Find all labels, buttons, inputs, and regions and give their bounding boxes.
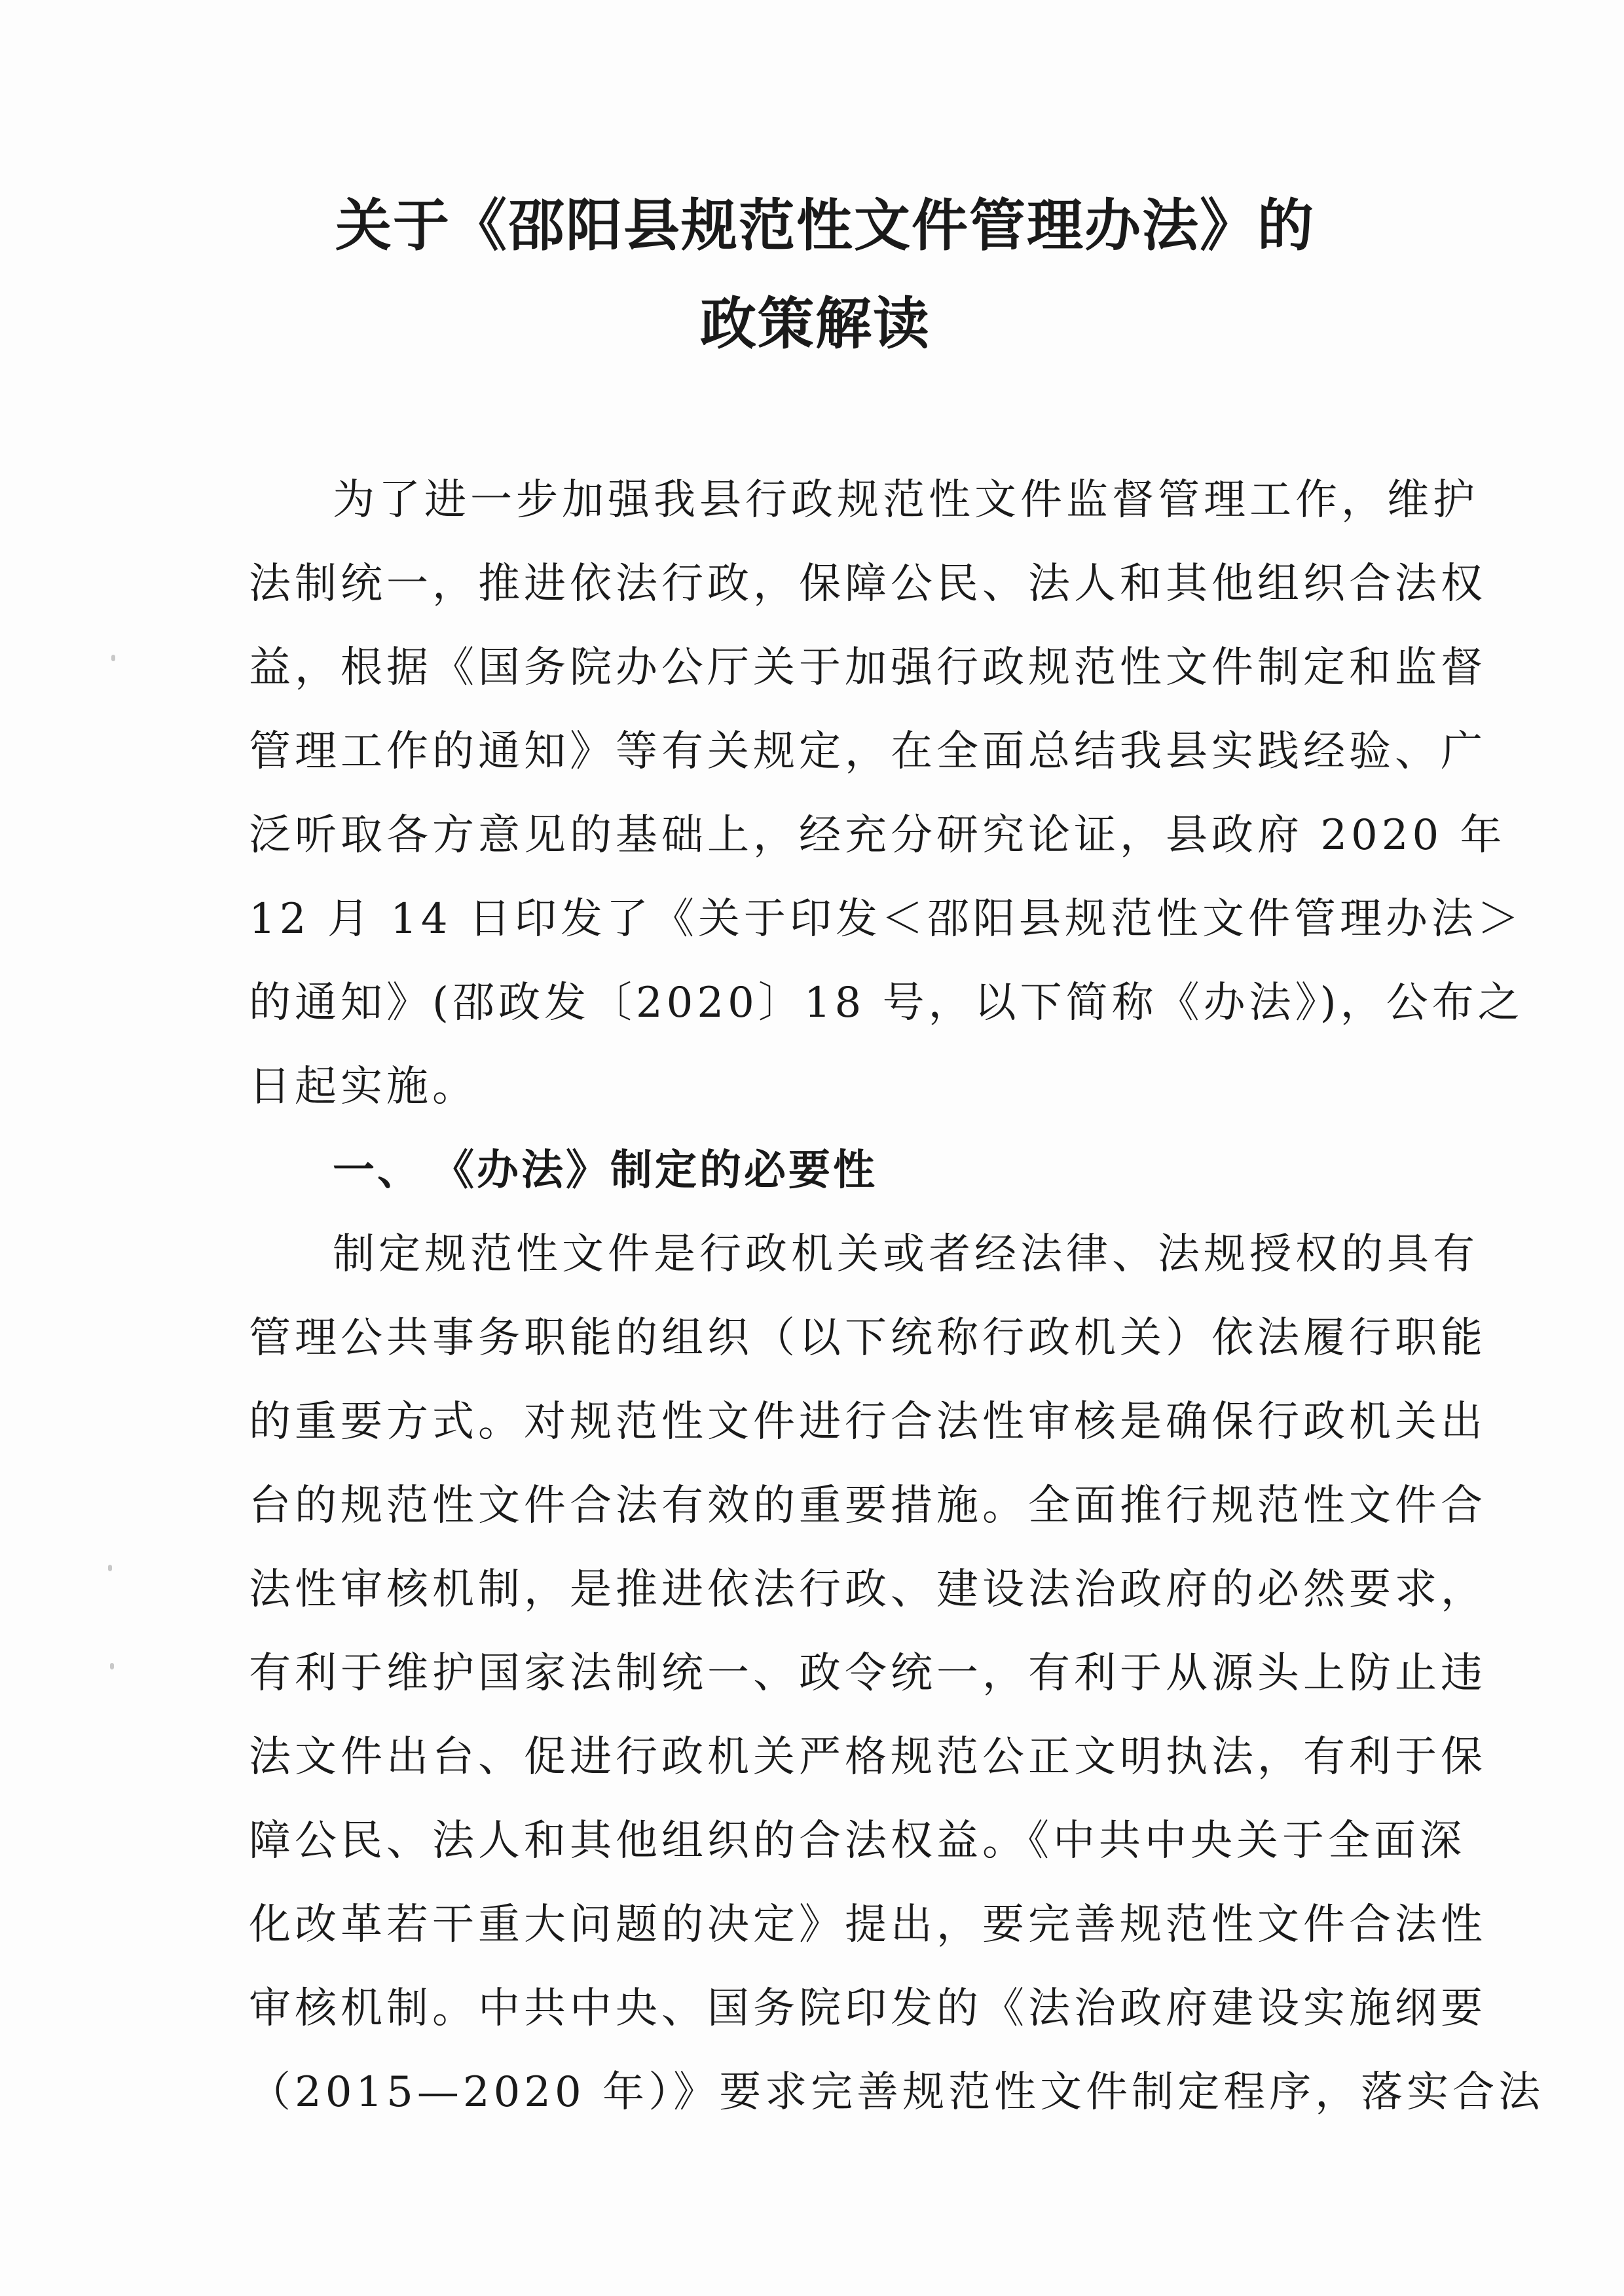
title-line-1: 关于《邵阳县规范性文件管理办法》的	[335, 192, 1315, 259]
scan-speck	[108, 1565, 112, 1571]
paragraph-2-line: 化改革若干重大问题的决定》提出，要完善规范性文件合法性	[249, 1901, 1486, 1949]
paragraph-1-line: 管理工作的通知》等有关规定，在全面总结我县实践经验、广	[249, 727, 1486, 776]
paragraph-2-line: （2015—2020 年）》要求完善规范性文件制定程序，落实合法	[249, 2068, 1545, 2117]
paragraph-2-line: 管理公共事务职能的组织（以下统称行政机关）依法履行职能	[249, 1314, 1486, 1362]
paragraph-2-line: 有利于维护国家法制统一、政令统一，有利于从源头上防止违	[249, 1649, 1486, 1698]
paragraph-1-line: 的通知》(邵政发〔2020〕18 号，以下简称《办法》)，公布之	[249, 979, 1524, 1027]
paragraph-1-line: 泛听取各方意见的基础上，经充分研究论证，县政府 2020 年	[249, 811, 1506, 860]
paragraph-1-line: 12 月 14 日印发了《关于印发＜邵阳县规范性文件管理办法＞	[249, 895, 1523, 943]
paragraph-2-line: 障公民、法人和其他组织的合法权益。《中共中央关于全面深	[249, 1817, 1466, 1865]
paragraph-2-line: 台的规范性文件合法有效的重要措施。全面推行规范性文件合	[249, 1482, 1486, 1530]
paragraph-2-line: 法性审核机制，是推进依法行政、建设法治政府的必然要求，	[249, 1565, 1486, 1614]
paragraph-2-line: 制定规范性文件是行政机关或者经法律、法规授权的具有	[333, 1230, 1479, 1279]
section-title: 《办法》制定的必要性	[453, 1146, 877, 1195]
section-heading	[249, 1129, 1388, 1212]
paragraph-2-line: 法文件出台、促进行政机关严格规范公正文明执法，有利于保	[249, 1733, 1486, 1781]
paragraph-2-line: 的重要方式。对规范性文件进行合法性审核是确保行政机关出	[249, 1398, 1486, 1446]
paragraph-1-line: 为了进一步加强我县行政规范性文件监督管理工作，维护	[333, 476, 1479, 524]
section-number: 一、	[333, 1146, 422, 1195]
title-line-2: 政策解读	[700, 291, 931, 357]
paragraph-2-line: 审核机制。中共中央、国务院印发的《法治政府建设实施纲要	[249, 1984, 1486, 2033]
document-title	[0, 177, 1624, 373]
paragraph-1-line: 法制统一，推进依法行政，保障公民、法人和其他组织合法权	[249, 560, 1486, 608]
paragraph-1-line: 益，根据《国务院办公厅关于加强行政规范性文件制定和监督	[249, 644, 1486, 692]
paragraph-1-line: 日起实施。	[249, 1063, 478, 1111]
scan-speck	[111, 655, 115, 661]
document-body	[249, 458, 1545, 2134]
scan-speck	[110, 1663, 114, 1669]
